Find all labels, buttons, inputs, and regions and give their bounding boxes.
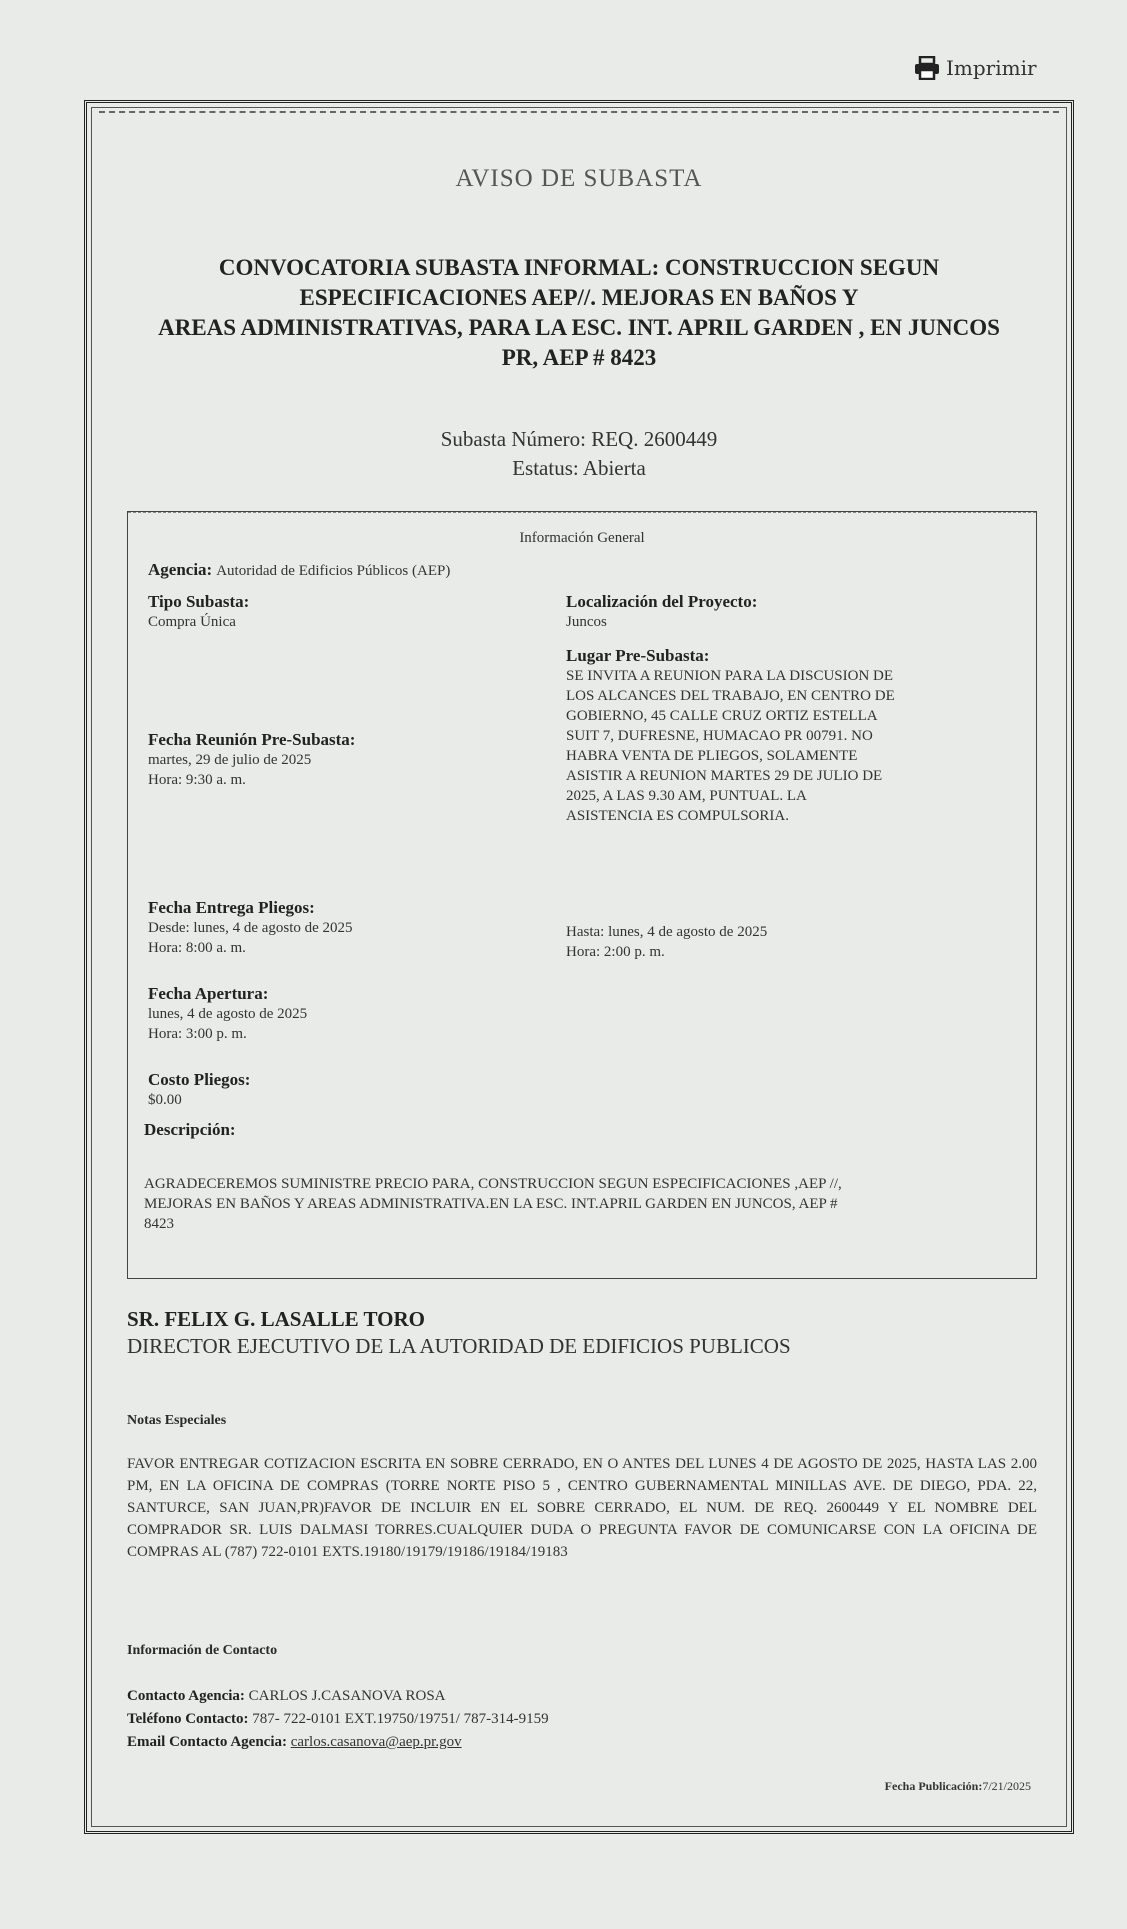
auction-headline xyxy=(127,253,1031,373)
publication-date xyxy=(885,1779,1031,1794)
headline-line: PR, AEP # 8423 xyxy=(501,345,657,370)
contact-phone-label: Teléfono Contacto: xyxy=(127,1711,249,1727)
contact-agency-row xyxy=(127,1685,549,1708)
pre-auction-place-line: ASISTIR A REUNION MARTES 29 DE JULIO DE xyxy=(566,768,883,784)
pre-auction-place-line: GOBIERNO, 45 CALLE CRUZ ORTIZ ESTELLA xyxy=(566,708,878,724)
description-text xyxy=(144,1174,1024,1234)
contact-agency-label: Contacto Agencia: xyxy=(127,1688,245,1704)
pre-auction-place-line: SUIT 7, DUFRESNE, HUMACAO PR 00791. NO xyxy=(566,728,873,744)
auction-number: Subasta Número: REQ. 2600449 xyxy=(440,427,718,451)
special-notes-text: FAVOR ENTREGAR COTIZACION ESCRITA EN SOBRE CERRADO, EN O ANTES DEL LUNES 4 DE AGOSTO DE 2025, HASTA LAS 2.00 PM, EN LA OFICINA DE COMPRAS (TORRE NORTE PISO 5 , CENTRO GUBERNAMENTAL MINILLAS AVE. DE DIEGO, PDA. 22, SANTURCE, SAN JUAN,PR)FAVOR DE INCLUIR EN EL SOBRE CERRADO, EL NUM. DE REQ. 2600449 Y EL NOMBRE DEL COMPRADOR SR. LUIS DALMASI TORRES.CUALQUIER DUDA O PREGUNTA FAVOR DE COMUNICARSE CON LA OFICINA DE COMPRAS AL (787) 722-0101 EXTS.19180/19179/19186/19184/19183 xyxy=(127,1456,1037,1560)
pre-auction-meeting-label: Fecha Reunión Pre-Subasta: xyxy=(148,730,356,749)
pre-auction-meeting-time: Hora: 9:30 a. m. xyxy=(148,772,246,788)
documents-delivery-label: Fecha Entrega Pliegos: xyxy=(148,898,315,917)
description-line: MEJORAS EN BAÑOS Y AREAS ADMINISTRATIVA.EN LA ESC. INT.APRIL GARDEN EN JUNCOS, AEP # xyxy=(144,1196,838,1212)
pre-auction-meeting-date: martes, 29 de julio de 2025 xyxy=(148,752,312,768)
contact-info-block xyxy=(127,1685,549,1754)
general-info-box xyxy=(127,511,1037,1279)
pre-auction-place-line: 2025, A LAS 9.30 AM, PUNTUAL. LA xyxy=(566,788,807,804)
director-name: SR. FELIX G. LASALLE TORO xyxy=(127,1307,425,1331)
documents-delivery-block xyxy=(148,898,353,958)
box-divider xyxy=(128,512,1036,513)
opening-time-value: Hora: 3:00 p. m. xyxy=(148,1026,247,1042)
general-info-title: Información General xyxy=(519,530,645,546)
documents-cost-block xyxy=(148,1070,250,1110)
documents-cost-label: Costo Pliegos: xyxy=(148,1070,251,1089)
contact-phone-value: 787- 722-0101 EXT.19750/19751/ 787-314-9159 xyxy=(252,1711,549,1727)
pre-auction-place-line: HABRA VENTA DE PLIEGOS, SOLAMENTE xyxy=(566,748,858,764)
auction-status: Estatus: Abierta xyxy=(512,456,646,480)
documents-cost-value: $0.00 xyxy=(148,1092,182,1108)
agency-row xyxy=(148,560,450,581)
delivery-until-date: Hasta: lunes, 4 de agosto de 2025 xyxy=(566,924,768,940)
special-notes-heading: Notas Especiales xyxy=(127,1413,227,1428)
delivery-until-block xyxy=(566,922,767,962)
print-button[interactable] xyxy=(914,56,1037,80)
agency-label: Agencia: xyxy=(148,560,213,579)
auction-type-block xyxy=(148,592,249,632)
printer-icon xyxy=(914,56,940,80)
description-line: AGRADECEREMOS SUMINISTRE PRECIO PARA, CONSTRUCCION SEGUN ESPECIFICACIONES ,AEP //, xyxy=(144,1176,842,1192)
pre-auction-place-block xyxy=(566,646,986,826)
contact-email-label: Email Contacto Agencia: xyxy=(127,1734,287,1750)
headline-line: AREAS ADMINISTRATIVAS, PARA LA ESC. INT. APRIL GARDEN , EN JUNCOS xyxy=(158,315,1000,340)
pre-auction-place-line: LOS ALCANCES DEL TRABAJO, EN CENTRO DE xyxy=(566,688,895,704)
publication-date-value: 7/21/2025 xyxy=(982,1779,1031,1793)
headline-line: ESPECIFICACIONES AEP//. MEJORAS EN BAÑOS Y xyxy=(299,285,859,310)
pre-auction-place-label: Lugar Pre-Subasta: xyxy=(566,646,710,665)
auction-id-block xyxy=(87,425,1071,483)
pre-auction-meeting-block xyxy=(148,730,355,790)
contact-info-heading: Información de Contacto xyxy=(127,1643,278,1658)
pre-auction-place-line: ASISTENCIA ES COMPULSORIA. xyxy=(566,808,789,824)
contact-email-row xyxy=(127,1731,549,1754)
contact-email-link[interactable]: carlos.casanova@aep.pr.gov xyxy=(290,1734,462,1750)
publication-date-label: Fecha Publicación: xyxy=(884,1779,983,1793)
delivery-from-date: Desde: lunes, 4 de agosto de 2025 xyxy=(148,920,353,936)
opening-date-label: Fecha Apertura: xyxy=(148,984,269,1003)
delivery-from-time: Hora: 8:00 a. m. xyxy=(148,940,246,956)
auction-type-value: Compra Única xyxy=(148,614,236,630)
contact-agency-value: CARLOS J.CASANOVA ROSA xyxy=(248,1688,446,1704)
delivery-until-time: Hora: 2:00 p. m. xyxy=(566,944,665,960)
opening-date-value: lunes, 4 de agosto de 2025 xyxy=(148,1006,308,1022)
description-label-text: Descripción: xyxy=(144,1120,236,1139)
auction-type-label: Tipo Subasta: xyxy=(148,592,250,611)
project-location-value: Juncos xyxy=(566,614,607,630)
page-title: AVISO DE SUBASTA xyxy=(455,165,703,192)
project-location-block xyxy=(566,592,757,632)
director-block xyxy=(127,1307,791,1359)
pre-auction-place-line: SE INVITA A REUNION PARA LA DISCUSION DE xyxy=(566,668,894,684)
project-location-label: Localización del Proyecto: xyxy=(566,592,758,611)
opening-date-block xyxy=(148,984,307,1044)
director-role: DIRECTOR EJECUTIVO DE LA AUTORIDAD DE EDIFICIOS PUBLICOS xyxy=(127,1334,791,1358)
contact-phone-row xyxy=(127,1708,549,1731)
description-label xyxy=(144,1120,236,1140)
agency-value: Autoridad de Edificios Públicos (AEP) xyxy=(216,563,451,579)
frame-divider xyxy=(99,111,1059,113)
print-label: Imprimir xyxy=(946,56,1037,80)
headline-line: CONVOCATORIA SUBASTA INFORMAL: CONSTRUCCION SEGUN xyxy=(218,255,940,280)
description-line: 8423 xyxy=(144,1216,174,1232)
notice-frame xyxy=(84,100,1074,1834)
